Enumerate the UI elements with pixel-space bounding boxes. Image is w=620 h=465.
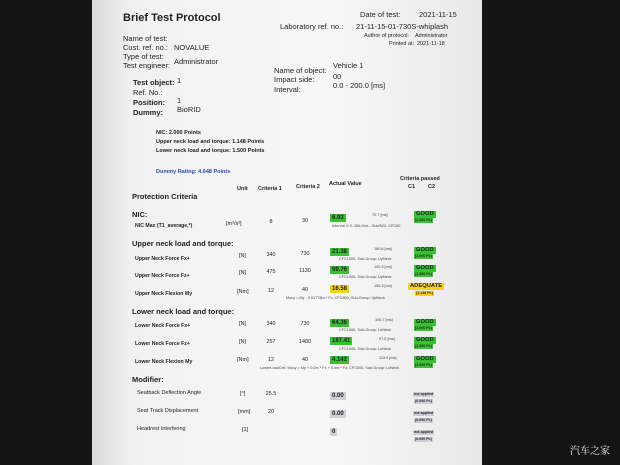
row-actual-value: 0: [332, 429, 336, 435]
col-criteria1: Criteria 1: [258, 186, 282, 192]
row-criteria1: 12: [268, 357, 274, 363]
row-actual-value: 21.38: [332, 249, 348, 255]
row-label: NIC Max (T1_average,*): [135, 223, 193, 229]
row-result-badge: GOOD: [416, 211, 434, 217]
row-unit: [N]: [239, 321, 247, 327]
row-criteria2: 730: [300, 251, 310, 257]
row-criteria2: 1480: [299, 339, 311, 345]
row-result-badge: GOOD: [416, 319, 434, 325]
watermark: 汽车之家: [570, 446, 610, 457]
col-c2: C2: [428, 184, 436, 190]
points-nic: NIC: 2.000 Points: [156, 130, 201, 136]
row-time: 100.3 [ms]: [374, 265, 392, 269]
row-criteria2: 40: [302, 357, 308, 363]
row-actual-value: 6.93: [332, 215, 344, 221]
position-label: Position:: [133, 98, 166, 107]
row-actual-value: 99.76: [332, 267, 348, 273]
row-criteria1: 257: [266, 339, 276, 345]
row-result-badge: not applied: [414, 392, 434, 396]
cust-ref-value: NOVALUE: [174, 43, 210, 52]
row-unit: [Nm]: [237, 289, 249, 295]
row-actual-value: 16.58: [332, 286, 348, 292]
row-criteria2: 40: [302, 287, 308, 293]
section-nic: NIC:: [132, 210, 148, 219]
row-result-badge: GOOD: [416, 337, 434, 343]
row-result-badge: GOOD: [416, 265, 434, 271]
row-criteria1: 8: [269, 219, 273, 225]
row-label: Seat Track Displacement: [137, 408, 199, 414]
row-label: Lower Neck Force Fx+: [135, 323, 191, 329]
row-points: (1.148 Pt.): [416, 291, 433, 295]
row-note: CFC1000, Sub-Group: LoNeck: [339, 347, 391, 351]
dummy-value: BioRID: [177, 105, 201, 114]
date-label: Date of test:: [360, 10, 401, 19]
row-criteria1: 25.5: [265, 391, 277, 397]
printed-value: 2021-11-18: [417, 41, 445, 47]
protocol-sheet: [92, 0, 482, 465]
row-points: (0.000 Pt.): [415, 399, 432, 403]
name-of-object-label: Name of object:: [274, 66, 327, 75]
row-note: Mocy = My - 0.01778m * Fx; CFC600, Sub-Group: UpNeck: [286, 296, 386, 300]
row-note: CFC1000, Sub-Group: LoNeck: [339, 328, 391, 332]
row-label: Upper Neck Force Fz+: [135, 273, 190, 279]
name-of-object-value: Vehicle 1: [333, 61, 364, 70]
page-title: Brief Test Protocol: [123, 12, 221, 24]
printed-label: Printed at:: [389, 41, 415, 47]
section-modifier: Modifier:: [132, 375, 164, 384]
points-upper: Upper neck load and torque: 1.148 Points: [156, 139, 265, 145]
row-points: (1.000 Pt.): [415, 254, 432, 258]
points-lower: Lower neck load and torque: 1.500 Points: [156, 148, 265, 154]
row-unit: [m²/s²]: [226, 221, 242, 227]
row-time: 115.9 [ms]: [379, 356, 397, 360]
row-time: 97.5 [ms]: [379, 337, 395, 341]
row-note: Interval: 0.0..150.0ms - Sub/NCI: CFC60: [332, 224, 401, 228]
col-c1: C1: [408, 184, 416, 190]
row-unit: [Nm]: [237, 357, 249, 363]
row-points: (1.000 Pt.): [415, 344, 432, 348]
row-unit: [N]: [239, 339, 247, 345]
row-unit: [N]: [239, 270, 247, 276]
section-upper: Upper neck load and torque:: [132, 239, 234, 248]
row-time: 160.6 [ms]: [374, 247, 392, 251]
lab-ref-value: 21-11-15-01-730S-whiplash: [356, 22, 448, 31]
author-value: Administrator: [415, 33, 448, 39]
row-actual-value: 64.36: [332, 320, 348, 326]
col-protection-criteria: Protection Criteria: [132, 192, 198, 201]
row-result-badge: GOOD: [416, 247, 434, 253]
type-of-test-label: Type of test:: [123, 52, 164, 61]
row-criteria1: 12: [268, 288, 274, 294]
col-unit: Unit: [237, 186, 248, 192]
interval-value: 0.0 - 200.0 [ms]: [333, 81, 386, 90]
test-engineer-label: Test engineer:: [123, 61, 171, 70]
row-points: (0.000 Pt.): [415, 437, 432, 441]
interval-label: Interval:: [274, 85, 301, 94]
row-result-badge: GOOD: [416, 356, 434, 362]
row-result-badge: not applied: [414, 430, 434, 434]
row-criteria2: 1130: [299, 268, 311, 274]
row-unit: [mm]: [238, 409, 251, 415]
row-criteria1: 340: [266, 321, 276, 327]
row-note: CFC1000, Sub-Group: UpNeck: [339, 275, 392, 279]
row-points: (1.000 Pt.): [415, 363, 432, 367]
author-label: Author of protocol:: [364, 33, 409, 39]
row-note: LowerLoadCell: Mocy = My + 0.0m * Fx + 0.0m * Fz; CFC600, Sub-Group: LoNeck: [260, 366, 399, 370]
row-label: Headrest Interfering: [137, 426, 186, 432]
row-result-badge: ADEQUATE: [410, 283, 443, 289]
row-unit: [N]: [239, 253, 247, 259]
test-object-value: 1: [177, 76, 182, 85]
row-label: Upper Neck Flexion My: [135, 291, 193, 297]
test-engineer-value: Administrator: [174, 57, 219, 66]
row-criteria2: 730: [300, 321, 310, 327]
date-value: 2021-11-15: [419, 10, 457, 19]
row-actual-value: 187.41: [332, 338, 351, 344]
row-label: Upper Neck Force Fx+: [135, 256, 190, 262]
row-label: Lower Neck Force Fz+: [135, 341, 190, 347]
name-of-test-label: Name of test:: [123, 34, 168, 43]
section-lower: Lower neck load and torque:: [132, 307, 235, 316]
row-points: (1.000 Pt.): [415, 326, 432, 330]
row-time: 70.7 [ms]: [372, 213, 388, 217]
col-criteria2: Criteria 2: [296, 184, 320, 190]
row-actual-value: 0.00: [332, 393, 344, 399]
row-label: Seatback Deflection Angle: [137, 390, 202, 396]
row-criteria1: 340: [266, 252, 276, 258]
row-time: 106.7 [ms]: [375, 318, 393, 322]
row-label: Lower Neck Flexion My: [135, 359, 193, 365]
row-unit: [°]: [240, 391, 246, 397]
lab-ref-label: Laboratory ref. no.:: [280, 22, 344, 31]
row-criteria1: 475: [266, 269, 276, 275]
row-actual-value: 0.00: [332, 411, 344, 417]
impact-side-value: 00: [333, 72, 342, 81]
row-points: (0.000 Pt.): [415, 418, 432, 422]
row-criteria2: 30: [302, 218, 308, 224]
row-note: CFC1000, Sub-Group: UpNeck: [339, 257, 392, 261]
cust-ref-label: Cust. ref. no.:: [123, 43, 169, 52]
row-time: 155.3 [ms]: [374, 284, 392, 288]
row-result-badge: not applied: [414, 411, 434, 415]
row-unit: [1]: [242, 427, 249, 433]
dummy-label: Dummy:: [133, 108, 164, 117]
points-rating: Dummy Rating: 4.648 Points: [156, 169, 231, 175]
position-value: 1: [177, 96, 182, 105]
row-points: (2.000 Pt.): [415, 218, 432, 222]
row-points: (1.000 Pt.): [415, 272, 432, 276]
row-actual-value: 4.142: [332, 357, 348, 363]
test-object-label: Test object:: [133, 78, 175, 87]
col-criteria-passed: Criteria passed: [400, 176, 440, 182]
col-actual-value: Actual Value: [329, 181, 362, 187]
ref-no-label: Ref. No.:: [133, 88, 163, 97]
row-criteria1: 20: [268, 409, 274, 415]
impact-side-label: Impact side:: [274, 75, 315, 84]
